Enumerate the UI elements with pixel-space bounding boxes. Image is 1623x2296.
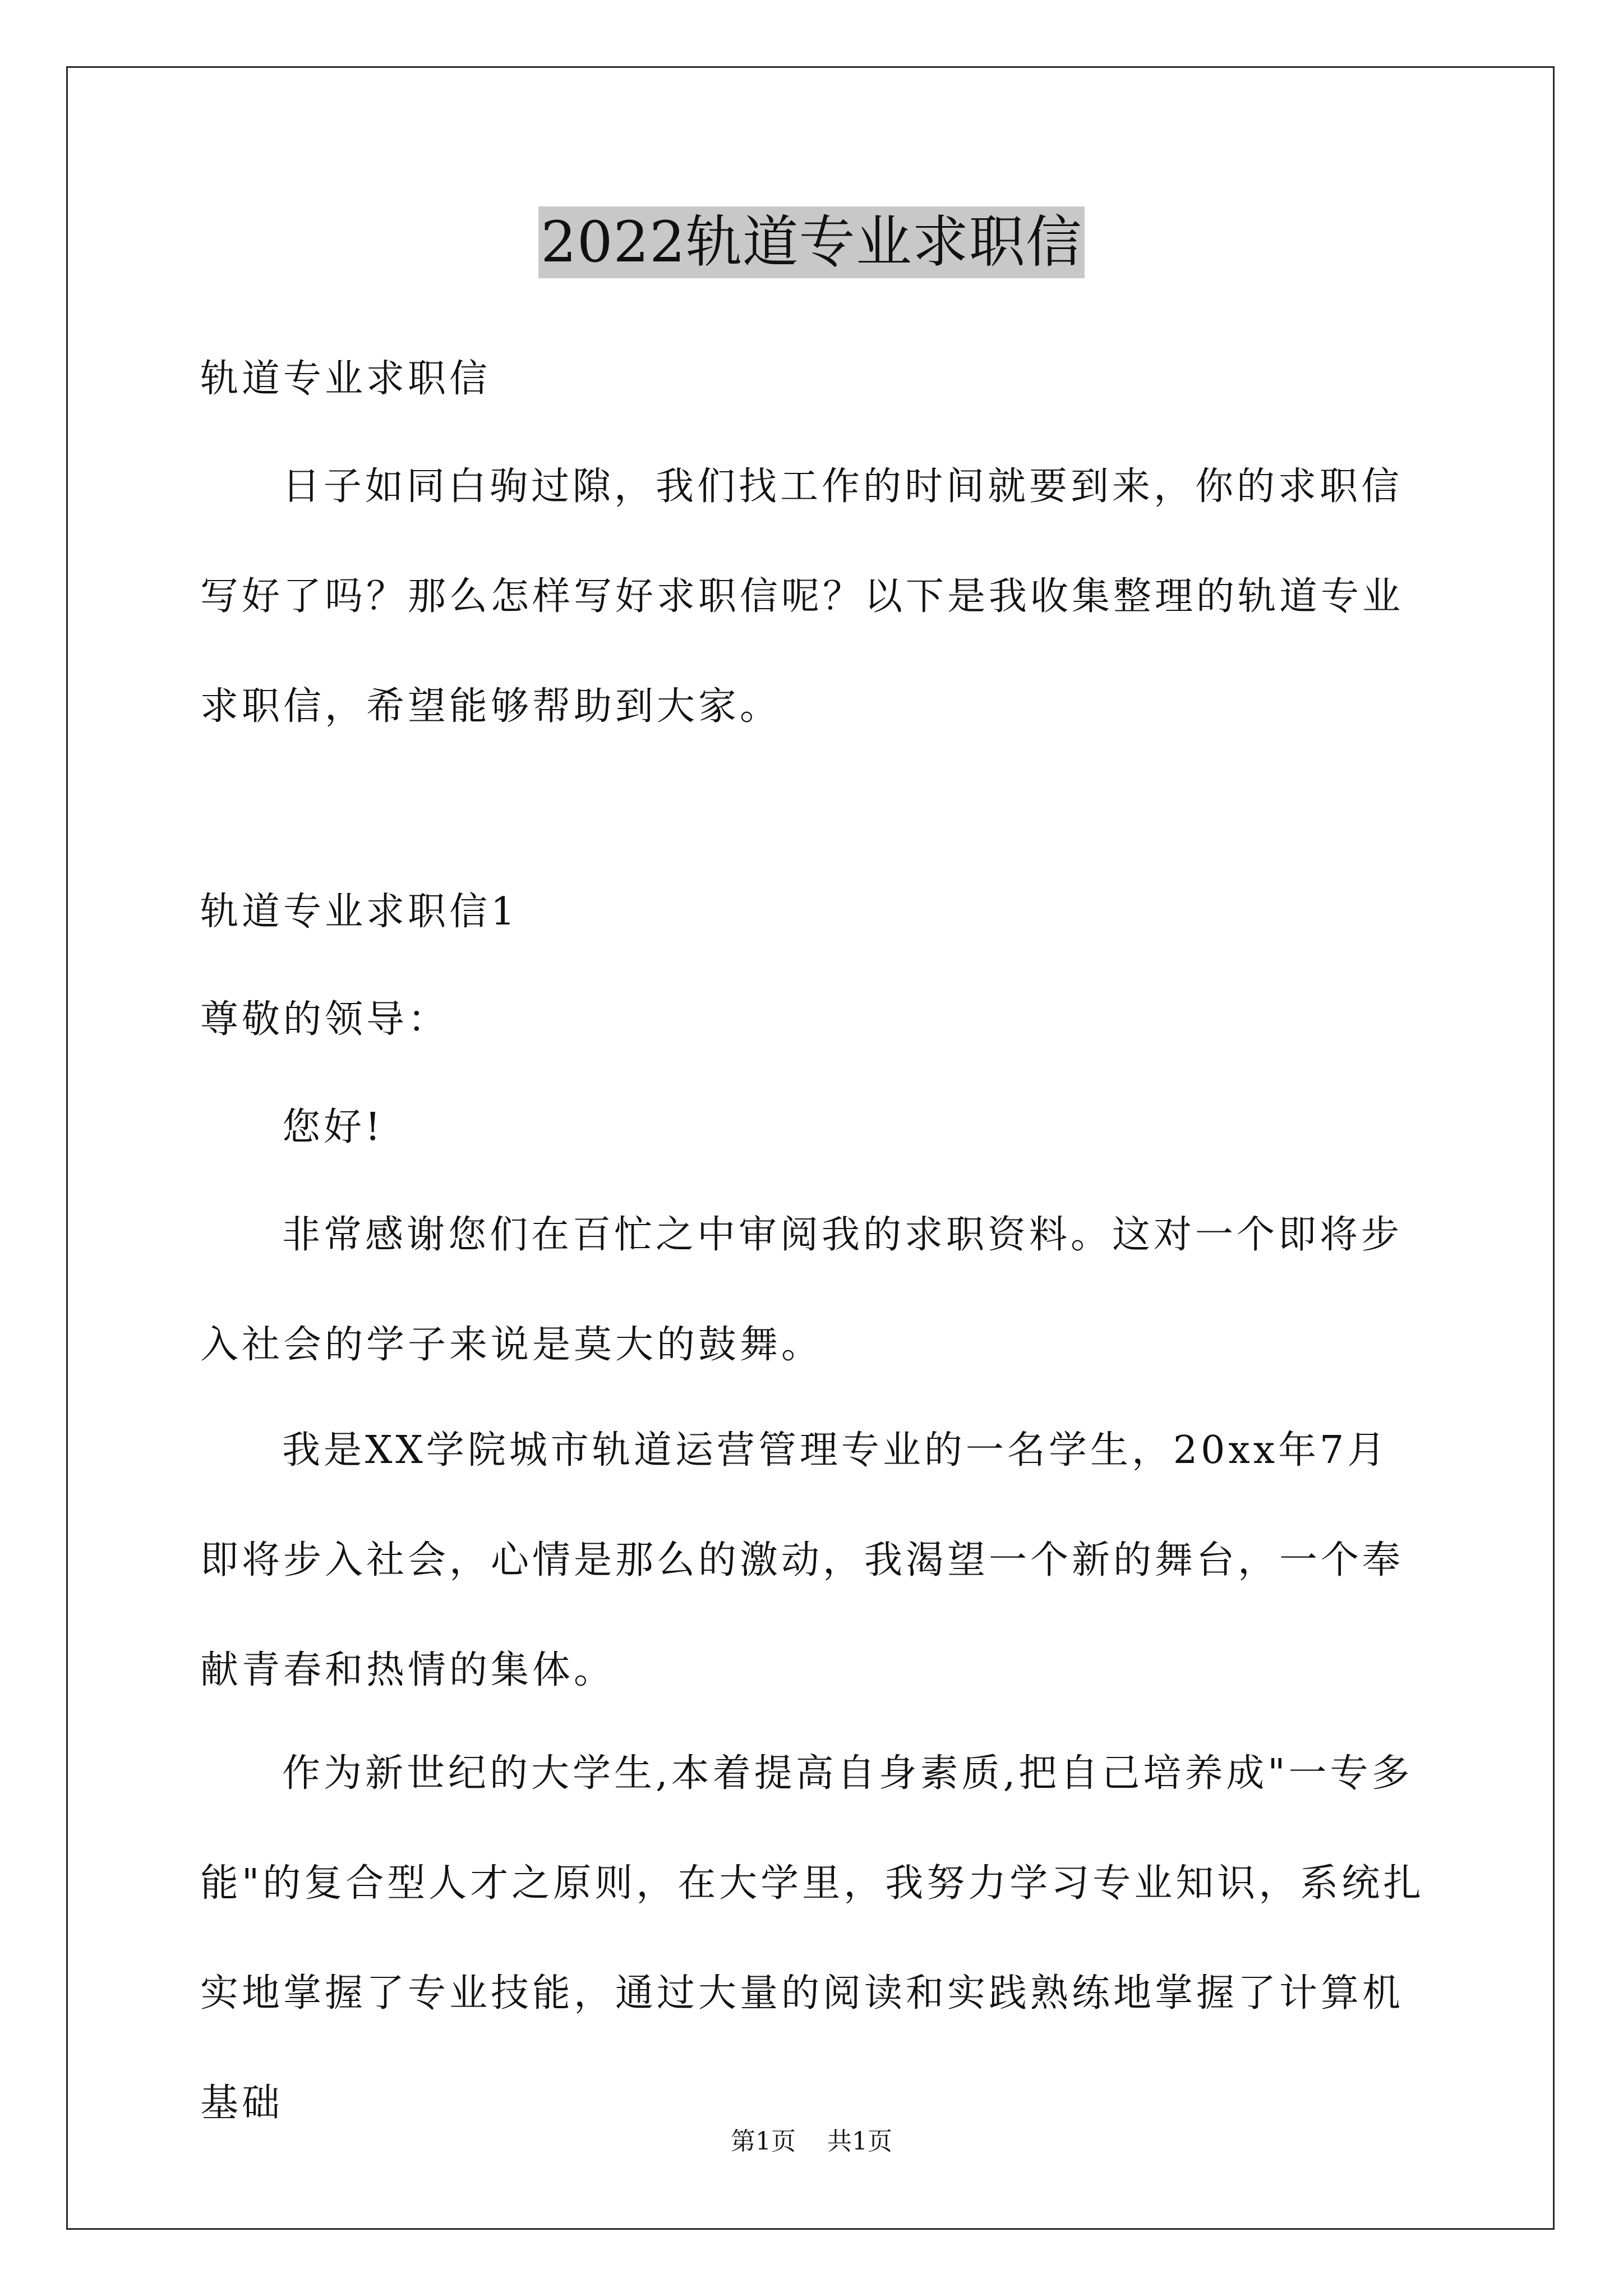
title-area — [0, 206, 1623, 278]
subtitle: 轨道专业求职信 — [200, 357, 491, 401]
page-number: 第1页 — [731, 2127, 796, 2156]
salutation: 尊敬的领导： — [200, 997, 450, 1042]
body-paragraph-3: 作为新世纪的大学生,本着提高自身素质,把自己培养成"一专多能"的复合型人才之原则，在大学里，我努力学习专业知识，系统扎实地掌握了专业技能，通过大量的阅读和实践熟练地掌握了计算机基础 — [200, 1751, 1425, 2125]
page-total: 共1页 — [827, 2127, 892, 2156]
document-title: 2022轨道专业求职信 — [538, 206, 1085, 278]
intro-paragraph: 日子如同白驹过隙，我们找工作的时间就要到来，你的求职信写好了吗？那么怎样写好求职信呢？以下是我收集整理的轨道专业求职信，希望能够帮助到大家。 — [200, 464, 1404, 729]
greeting: 您好! — [282, 1105, 384, 1149]
body-paragraph-2: 我是XX学院城市轨道运营管理专业的一名学生，20xx年7月即将步入社会，心情是那么的激动，我渴望一个新的舞台，一个奉献青春和热情的集体。 — [200, 1428, 1404, 1692]
body-paragraph-1: 非常感谢您们在百忙之中审阅我的求职资料。这对一个即将步入社会的学子来说是莫大的鼓舞。 — [200, 1213, 1403, 1367]
page-footer — [0, 2125, 1623, 2159]
section-heading: 轨道专业求职信1 — [200, 890, 519, 934]
